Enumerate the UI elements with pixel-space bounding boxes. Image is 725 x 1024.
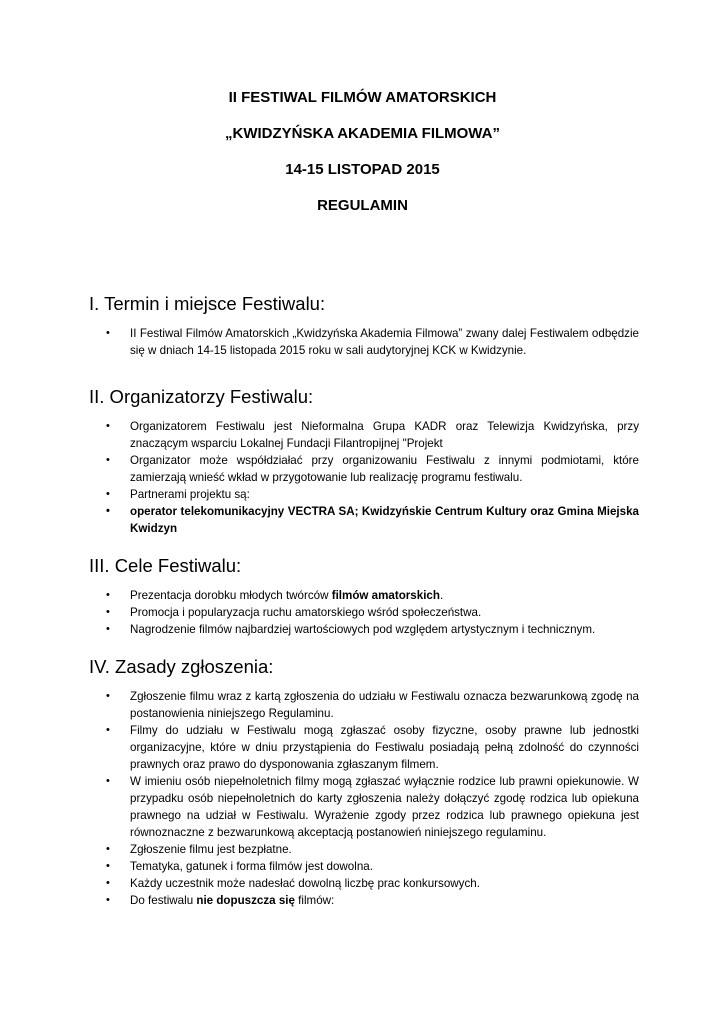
bullet-icon: • — [106, 860, 110, 872]
section-heading: III. Cele Festiwalu: — [89, 555, 242, 576]
bullet-icon: • — [106, 623, 110, 635]
list-item: • Zgłoszenie filmu jest bezpłatne. — [106, 843, 292, 856]
bullet-icon: • — [106, 843, 110, 855]
title-festival-name: II FESTIWAL FILMÓW AMATORSKICH — [228, 89, 497, 106]
section-heading: I. Termin i miejsce Festiwalu: — [89, 293, 326, 314]
section-termin — [89, 292, 639, 359]
bullet-icon: • — [106, 775, 110, 787]
bullet-list — [89, 587, 639, 638]
title-festival-subtitle: „KWIDZYŃSKA AKADEMIA FILMOWA” — [225, 125, 500, 142]
title-festival-date: 14-15 LISTOPAD 2015 — [285, 161, 440, 178]
section-cele — [89, 554, 639, 638]
list-item: • Każdy uczestnik może nadesłać dowolną liczbę prac konkursowych. — [106, 877, 480, 890]
bullet-icon: • — [106, 589, 110, 601]
bullet-list — [89, 418, 639, 537]
bullet-icon: • — [106, 724, 110, 736]
section-heading: II. Organizatorzy Festiwalu: — [89, 386, 314, 407]
list-item: • II Festiwal Filmów Amatorskich „Kwidzyńska Akademia Filmowa” zwany dalej Festiwalem odbędzie się w dniach 14-15 listopada 2015 roku w sali audytoryjnej KCK w Kwidzynie. — [106, 327, 639, 357]
list-item: • Organizatorem Festiwalu jest Nieformalna Grupa KADR oraz Telewizja Kwidzyńska, przy znaczącym wsparciu Lokalnej Fundacji Filantropijnej "Projekt — [106, 420, 639, 450]
bullet-list — [89, 325, 639, 359]
list-item: • Do festiwalu nie dopuszcza się filmów: — [106, 894, 335, 907]
bullet-icon: • — [106, 488, 110, 500]
list-item: • Tematyka, gatunek i forma filmów jest dowolna. — [106, 860, 373, 873]
section-zasady — [89, 655, 639, 909]
section-heading: IV. Zasady zgłoszenia: — [89, 656, 274, 677]
bullet-icon: • — [106, 454, 110, 466]
title-regulamin: REGULAMIN — [317, 197, 408, 214]
list-item: • Filmy do udziału w Festiwalu mogą zgłaszać osoby fizyczne, osoby prawne lub jednostki organizacyjne, które w dniu przystąpienia do Festiwalu posiadają pełną zdolność do czynności prawnych oraz prawo do dysponowania zgłaszanym filmem. — [106, 724, 639, 771]
section-organizatorzy — [89, 385, 639, 537]
list-item: • Promocja i popularyzacja ruchu amatorskiego wśród społeczeństwa. — [106, 606, 482, 619]
bullet-icon: • — [106, 327, 110, 339]
list-item: • operator telekomunikacyjny VECTRA SA; Kwidzyńskie Centrum Kultury oraz Gmina Miejska Kwidzyn — [106, 505, 639, 535]
list-item: • Organizator może współdziałać przy organizowaniu Festiwalu z innymi podmiotami, które zamierzają wnieść wkład w przygotowanie lub realizację programu festiwalu. — [106, 454, 639, 484]
list-item: • Prezentacja dorobku młodych twórców filmów amatorskich. — [106, 589, 444, 602]
bullet-icon: • — [106, 420, 110, 432]
list-item: • Nagrodzenie filmów najbardziej wartościowych pod względem artystycznym i technicznym. — [106, 623, 596, 636]
bullet-icon: • — [106, 894, 110, 906]
bullet-icon: • — [106, 505, 110, 517]
list-item: • Partnerami projektu są: — [106, 488, 250, 501]
bullet-icon: • — [106, 606, 110, 618]
list-item: • Zgłoszenie filmu wraz z kartą zgłoszenia do udziału w Festiwalu oznacza bezwarunkową zgodę na postanowienia niniejszego Regulaminu. — [106, 690, 639, 720]
bullet-icon: • — [106, 877, 110, 889]
list-item: • W imieniu osób niepełnoletnich filmy mogą zgłaszać wyłącznie rodzice lub prawni opiekunowie. W przypadku osób niepełnoletnich do karty zgłoszenia należy dołączyć zgodę rodzica lub opiekuna prawnego na udział w Festiwalu. Wyrażenie zgody przez rodzica lub prawnego opiekuna jest równoznaczne z bezwarunkową akceptacją postanowień niniejszego regulaminu. — [106, 775, 639, 839]
document-title — [0, 88, 725, 232]
bullet-list — [89, 688, 639, 909]
bullet-icon: • — [106, 690, 110, 702]
